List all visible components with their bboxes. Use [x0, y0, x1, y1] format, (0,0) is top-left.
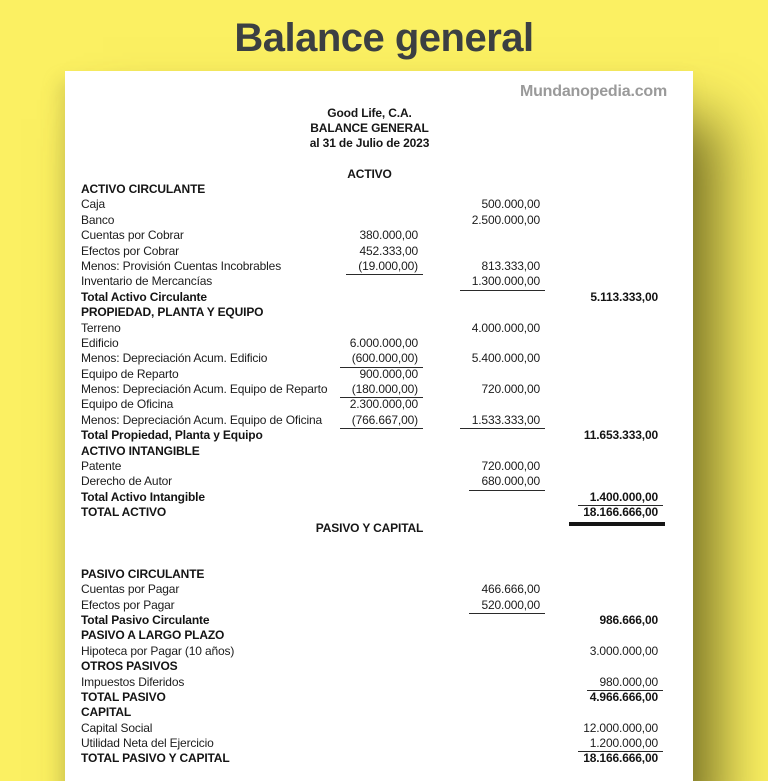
- table-row: [81, 459, 658, 474]
- amount-col1: [318, 259, 418, 275]
- amount-col3: [540, 675, 658, 691]
- table-row: [81, 659, 658, 674]
- row-label: TOTAL PASIVO: [81, 689, 166, 704]
- amount-col1: [318, 367, 418, 382]
- amount-col1: [318, 413, 418, 429]
- table-row: [81, 305, 658, 320]
- amount-col2: [418, 598, 540, 614]
- row-label: Inventario de Mercancías: [81, 274, 213, 289]
- amount-value: (19.000,00): [346, 259, 423, 275]
- amount-value: 720.000,00: [481, 382, 540, 397]
- row-label: TOTAL ACTIVO: [81, 505, 167, 520]
- amount-col2: [418, 582, 540, 597]
- row-label: Utilidad Neta del Ejercicio: [81, 736, 214, 751]
- table-row: [81, 197, 658, 212]
- amount-col3: [540, 613, 658, 628]
- amount-value: 18.166.666,00: [569, 505, 665, 526]
- table-row: [81, 290, 658, 305]
- balance-sheet-paper: [65, 71, 693, 781]
- row-label: Cuentas por Pagar: [81, 582, 180, 597]
- amount-value: 18.166.666,00: [583, 751, 658, 766]
- amount-value: 500.000,00: [481, 197, 540, 212]
- row-label: Terreno: [81, 320, 121, 335]
- row-label: Total Activo Intangible: [81, 489, 205, 504]
- amount-col2: [418, 351, 540, 366]
- row-label: CAPITAL: [81, 705, 132, 720]
- company-name: Good Life, C.A.: [327, 106, 412, 120]
- amount-col3: [540, 505, 658, 526]
- table-row: [81, 444, 658, 459]
- table-row: [81, 751, 658, 766]
- amount-value: 900.000,00: [359, 366, 418, 381]
- table-row: [81, 367, 658, 382]
- amount-col2: [418, 459, 540, 474]
- amount-col3: [540, 736, 658, 752]
- amount-value: 3.000.000,00: [589, 643, 658, 658]
- table-row: [81, 228, 658, 243]
- report-title: BALANCE GENERAL: [310, 121, 429, 136]
- row-label: Menos: Provisión Cuentas Incobrables: [81, 258, 282, 273]
- row-label: Total Activo Circulante: [81, 289, 207, 304]
- section-title: PASIVO Y CAPITAL: [315, 520, 424, 535]
- row-label: Menos: Depreciación Acum. Equipo de Reparto: [81, 382, 328, 397]
- page-title: Balance general: [234, 16, 534, 60]
- table-row: [81, 690, 658, 705]
- amount-value: 5.113.333,00: [590, 289, 658, 304]
- row-label: Hipoteca por Pagar (10 años): [81, 643, 235, 658]
- table-row: [81, 213, 658, 228]
- amount-value: 4.966.666,00: [589, 689, 658, 704]
- row-label: OTROS PASIVOS: [81, 659, 178, 674]
- row-label: Edificio: [81, 335, 119, 350]
- amount-value: 1.533.333,00: [460, 413, 545, 429]
- row-label: Menos: Depreciación Acum. Equipo de Oficina: [81, 412, 323, 427]
- amount-value: 452.333,00: [359, 243, 418, 258]
- amount-value: 4.000.000,00: [471, 320, 540, 335]
- amount-value: 980.000,00: [587, 675, 663, 691]
- table-row: [81, 490, 658, 505]
- table-row: [81, 428, 658, 443]
- amount-col2: [418, 274, 540, 290]
- section-title: ACTIVO: [347, 166, 392, 181]
- table-row: [81, 613, 658, 628]
- amount-value: 6.000.000,00: [349, 335, 418, 350]
- amount-value: 5.400.000,00: [471, 351, 540, 366]
- amount-value: 680.000,00: [469, 474, 545, 490]
- table-row: [81, 351, 658, 366]
- amount-value: 466.666,00: [481, 582, 540, 597]
- amount-col2: [418, 474, 540, 490]
- amount-value: 2.500.000,00: [471, 212, 540, 227]
- table-row: [81, 182, 658, 197]
- balance-rows: [81, 167, 658, 767]
- amount-value: (766.667,00): [340, 413, 423, 429]
- row-label: PASIVO CIRCULANTE: [81, 566, 205, 581]
- row-label: Equipo de Reparto: [81, 366, 179, 381]
- row-label: Patente: [81, 459, 122, 474]
- spacer-row: [81, 551, 658, 566]
- amount-value: 380.000,00: [359, 228, 418, 243]
- amount-col1: [318, 351, 418, 367]
- row-label: Efectos por Pagar: [81, 597, 175, 612]
- amount-col1: [318, 397, 418, 412]
- table-row: [81, 382, 658, 397]
- amount-col2: [418, 413, 540, 429]
- amount-col3: [540, 690, 658, 705]
- table-row: [81, 628, 658, 643]
- table-row: [81, 644, 658, 659]
- row-label: Derecho de Autor: [81, 474, 172, 489]
- report-date: al 31 de Julio de 2023: [309, 136, 430, 151]
- amount-value: 1.300.000,00: [460, 274, 545, 290]
- table-row: [81, 598, 658, 613]
- amount-col3: [540, 751, 658, 766]
- row-label: Efectos por Cobrar: [81, 243, 180, 258]
- amount-col2: [418, 382, 540, 397]
- amount-value: 813.333,00: [481, 258, 540, 273]
- amount-value: 11.653.333,00: [583, 428, 658, 443]
- row-label: ACTIVO INTANGIBLE: [81, 443, 200, 458]
- row-label: Banco: [81, 212, 115, 227]
- row-label: TOTAL PASIVO Y CAPITAL: [81, 751, 230, 766]
- amount-value: 520.000,00: [469, 598, 545, 614]
- row-label: Total Propiedad, Planta y Equipo: [81, 428, 263, 443]
- table-row: [81, 336, 658, 351]
- table-row: [81, 321, 658, 336]
- table-row: [81, 721, 658, 736]
- amount-value: (180.000,00): [340, 382, 423, 398]
- amount-col1: [318, 336, 418, 351]
- amount-col3: [540, 290, 658, 305]
- amount-col1: [318, 244, 418, 259]
- table-row: [81, 244, 658, 259]
- amount-col3: [540, 490, 658, 506]
- table-row: [81, 274, 658, 289]
- row-label: PROPIEDAD, PLANTA Y EQUIPO: [81, 305, 264, 320]
- balance-sheet-content: [65, 71, 693, 767]
- row-label: Capital Social: [81, 720, 153, 735]
- table-row: [81, 474, 658, 489]
- table-row: [81, 675, 658, 690]
- table-row: [81, 567, 658, 582]
- row-label: Cuentas por Cobrar: [81, 228, 184, 243]
- table-row: [81, 413, 658, 428]
- amount-col3: [540, 428, 658, 443]
- section-title-row: [81, 167, 658, 182]
- amount-value: 12.000.000,00: [583, 720, 658, 735]
- row-label: Caja: [81, 197, 106, 212]
- amount-col2: [418, 259, 540, 274]
- spacer-row: [81, 536, 658, 551]
- document-header: [81, 106, 658, 152]
- amount-col3: [540, 644, 658, 659]
- table-row: [81, 397, 658, 412]
- table-row: [81, 736, 658, 751]
- amount-value: (600.000,00): [340, 351, 423, 367]
- row-label: Equipo de Oficina: [81, 397, 174, 412]
- amount-value: 1.200.000,00: [578, 736, 663, 752]
- watermark-text: Mundanopedia.com: [519, 83, 667, 100]
- amount-col1: [318, 382, 418, 398]
- amount-value: 986.666,00: [599, 612, 658, 627]
- amount-col2: [418, 197, 540, 212]
- row-label: Menos: Depreciación Acum. Edificio: [81, 351, 268, 366]
- amount-value: 1.400.000,00: [578, 490, 663, 506]
- table-row: [81, 582, 658, 597]
- amount-col2: [418, 321, 540, 336]
- table-row: [81, 259, 658, 274]
- row-label: Impuestos Diferidos: [81, 674, 185, 689]
- amount-value: 2.300.000,00: [349, 397, 418, 412]
- row-label: PASIVO A LARGO PLAZO: [81, 628, 225, 643]
- amount-value: 720.000,00: [481, 459, 540, 474]
- table-row: [81, 705, 658, 720]
- row-label: ACTIVO CIRCULANTE: [81, 182, 206, 196]
- amount-col2: [418, 213, 540, 228]
- table-row: [81, 505, 658, 520]
- row-label: Total Pasivo Circulante: [81, 612, 210, 627]
- amount-col1: [318, 228, 418, 243]
- amount-col3: [540, 721, 658, 736]
